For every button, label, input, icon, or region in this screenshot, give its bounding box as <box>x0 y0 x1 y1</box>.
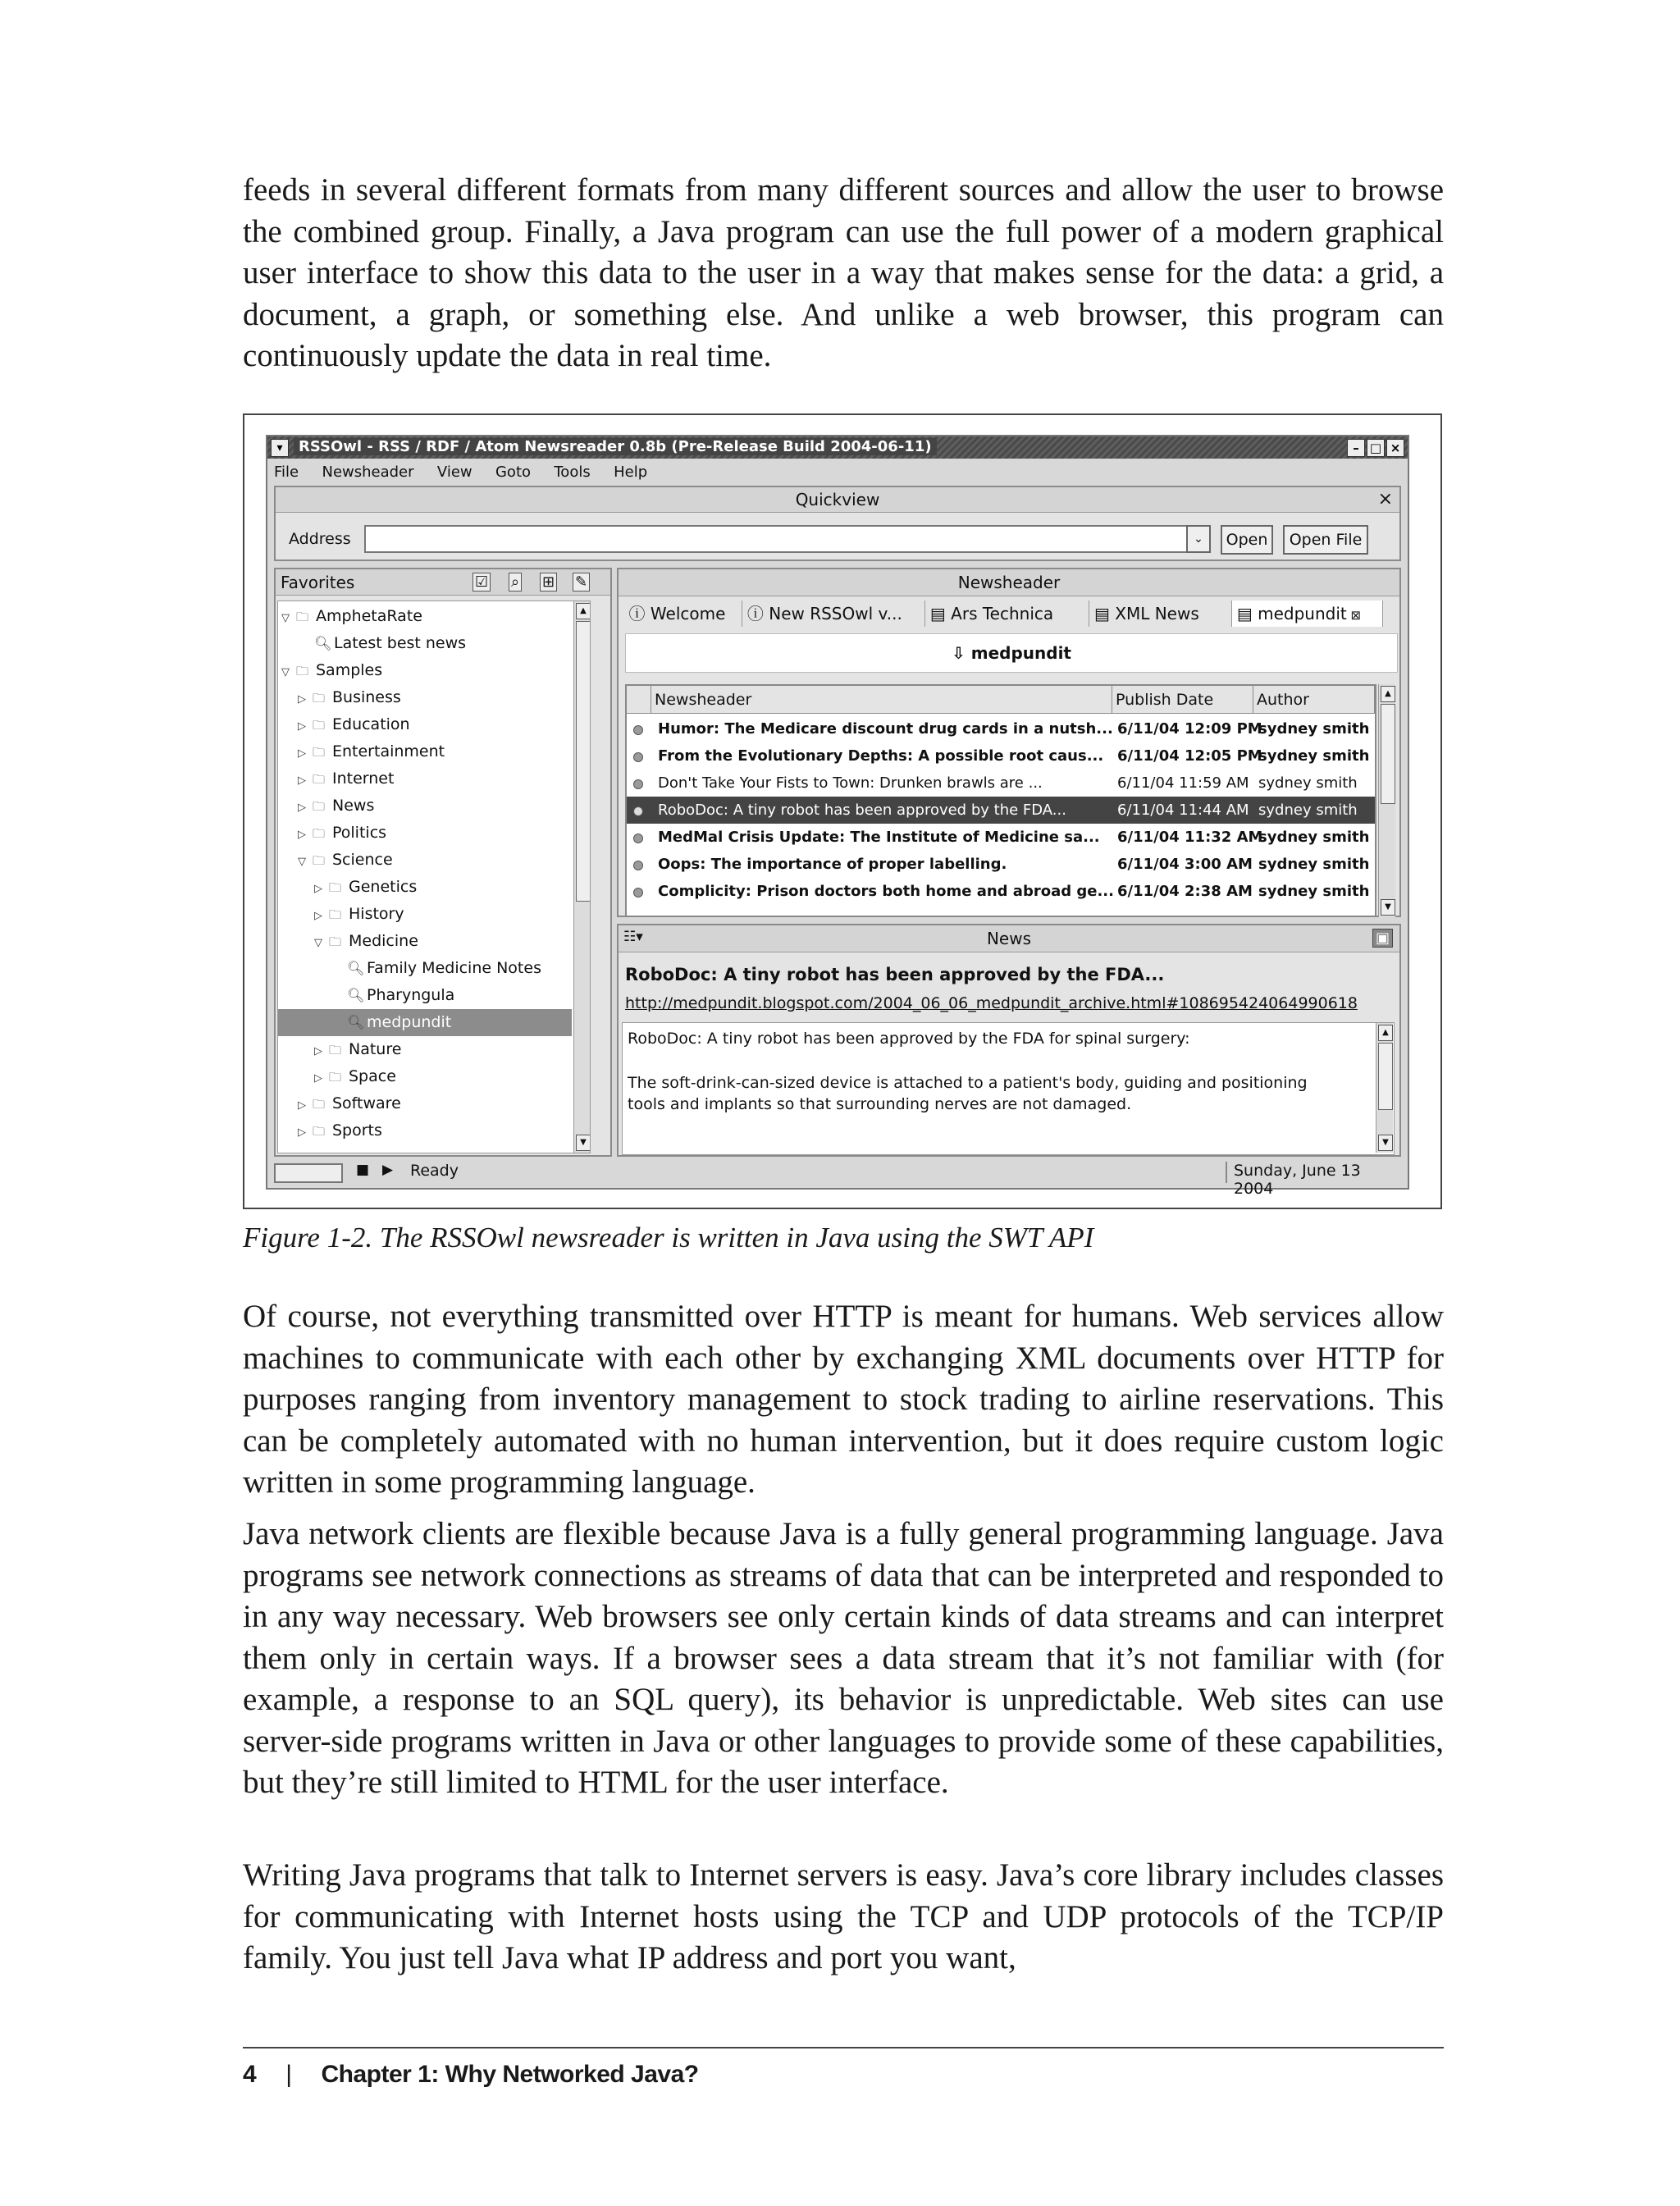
news-row-title: Complicity: Prison doctors both home and abroad ge... <box>658 883 1114 900</box>
maximize-icon[interactable]: □ <box>1367 439 1385 457</box>
collapsed-arrow-icon[interactable]: ▷ <box>298 747 306 760</box>
column-author[interactable]: Author <box>1253 686 1375 714</box>
info-icon: ⓘ <box>628 604 651 623</box>
news-row-title: Oops: The importance of proper labelling. <box>658 856 1007 873</box>
favorites-item[interactable] <box>278 1063 572 1090</box>
favorites-item[interactable] <box>278 657 572 684</box>
play-icon[interactable]: ▶ <box>382 1162 394 1178</box>
tab-label: XML News <box>1115 604 1199 623</box>
collapsed-arrow-icon[interactable]: ▷ <box>298 693 306 706</box>
grid-scrollbar[interactable] <box>1378 684 1395 917</box>
folder-icon: 🗀 <box>313 718 326 733</box>
news-link[interactable]: http://medpundit.blogspot.com/2004_06_06_medpundit_archive.html#108695424064990618 <box>625 994 1358 1012</box>
favorites-tree <box>277 601 591 1153</box>
favorites-item[interactable] <box>278 901 572 928</box>
news-row-author: sydney smith <box>1258 747 1370 765</box>
chapter-title: Chapter 1: Why Networked Java? <box>321 2061 699 2088</box>
status-dot-icon <box>633 861 643 870</box>
news-row-date: 6/11/04 3:00 AM <box>1117 856 1253 873</box>
collapsed-arrow-icon[interactable]: ▷ <box>314 1072 322 1085</box>
news-scroll-thumb[interactable] <box>1378 1043 1393 1110</box>
address-label: Address <box>289 530 351 548</box>
news-row-title: MedMal Crisis Update: The Institute of Medicine sa... <box>658 829 1100 846</box>
news-row-date: 6/11/04 12:09 PM <box>1117 720 1262 738</box>
feed-magnifier-icon: 🔍︎ <box>347 1015 365 1031</box>
collapsed-arrow-icon[interactable]: ▷ <box>298 720 306 733</box>
page-footer <box>243 2061 699 2089</box>
status-dot-icon <box>633 779 643 789</box>
feed-magnifier-icon: 🔍︎ <box>347 961 365 977</box>
news-row[interactable] <box>627 851 1375 878</box>
column-publish-date[interactable]: Publish Date <box>1112 686 1253 714</box>
newsheader-title: Newsheader <box>619 569 1399 596</box>
body-paragraph: Writing Java programs that talk to Internet servers is easy. Java’s core library includes classes for communicating with Internet hosts using the TCP and UDP protocols of the TCP/IP family. You just tell Java what IP address and port you want, <box>243 1857 1444 1975</box>
favorites-item-label: History <box>349 905 404 923</box>
favorites-item[interactable] <box>278 792 572 820</box>
collapsed-arrow-icon[interactable]: ▷ <box>298 829 306 841</box>
favorites-item[interactable] <box>278 1117 572 1144</box>
news-row[interactable] <box>627 770 1375 797</box>
news-row-author: sydney smith <box>1258 774 1358 792</box>
tab-label: Ars Technica <box>951 604 1054 623</box>
menu-view[interactable]: View <box>436 464 472 481</box>
favorites-item-label: Business <box>332 688 401 706</box>
figure-caption: Figure 1-2. The RSSOwl newsreader is written in Java using the SWT API <box>243 1222 1094 1254</box>
close-icon[interactable]: × <box>1386 439 1404 457</box>
news-body <box>622 1022 1395 1155</box>
favorites-item[interactable] <box>278 738 572 765</box>
quickview-panel <box>274 486 1401 561</box>
favorites-item-label: Education <box>332 715 410 733</box>
favorites-item-label: News <box>332 797 375 815</box>
feed-magnifier-icon: 🔍︎ <box>314 636 332 652</box>
body-paragraph: feeds in several different formats from many different sources and allow the user to browse the combined group. Finally, a Java program can use the full power of a modern graphical user interface to show this data to the user in a way that makes sense for the data: a grid, a document, a graph, or something else. And unlike a web browser, this program can continuously update the data in real time. <box>243 172 1444 373</box>
news-body-line2: The soft-drink-can-sized device is attached to a patient's body, guiding and positioning tools and implants so that surrounding nerves are not damaged. <box>628 1074 1308 1113</box>
folder-icon: 🗀 <box>296 610 309 624</box>
favorites-item[interactable] <box>278 955 572 982</box>
status-bar <box>274 1162 1401 1198</box>
folder-icon: 🗀 <box>313 826 326 841</box>
favorites-title: Favorites <box>276 569 610 596</box>
status-date: Sunday, June 13 2004 <box>1226 1162 1401 1183</box>
footer-separator: | <box>285 2061 292 2088</box>
news-row-date: 6/11/04 11:44 AM <box>1117 802 1249 819</box>
favorites-item[interactable] <box>278 1036 572 1063</box>
menu-tools[interactable]: Tools <box>554 464 591 481</box>
favorites-item-label: Pharyngula <box>367 986 455 1004</box>
footer-rule <box>243 2047 1444 2048</box>
folder-icon: 🗀 <box>313 772 326 787</box>
news-row-date: 6/11/04 11:59 AM <box>1117 774 1249 792</box>
news-row[interactable] <box>627 878 1375 905</box>
news-row-author: sydney smith <box>1258 802 1358 819</box>
quickview-title: Quickview <box>276 487 1399 513</box>
news-view-icon[interactable]: ▣ <box>1372 929 1393 948</box>
newsheader-panel <box>617 568 1401 917</box>
feed-title: medpundit <box>970 643 1071 663</box>
menu-newsheader[interactable]: Newsheader <box>322 464 414 481</box>
tab-medpundit[interactable] <box>1232 601 1383 627</box>
figure-frame <box>243 413 1442 1209</box>
collapsed-arrow-icon[interactable]: ▷ <box>314 910 322 922</box>
news-title: News <box>619 925 1399 952</box>
status-dot-icon <box>633 834 643 843</box>
status-dot-icon <box>633 806 643 816</box>
edit-icon[interactable]: ✎ <box>573 573 590 591</box>
favorites-item[interactable] <box>278 684 572 711</box>
column-newsheader[interactable]: Newsheader <box>651 686 1112 714</box>
news-row-date: 6/11/04 12:05 PM <box>1117 747 1262 765</box>
news-row-title: Humor: The Medicare discount drug cards in a nutsh... <box>658 720 1113 738</box>
favorites-item-label: Politics <box>332 824 387 842</box>
favorites-panel <box>274 568 612 1157</box>
feed-icon: ▤ <box>1094 604 1116 623</box>
scroll-up-icon[interactable]: ▲ <box>576 603 591 619</box>
favorites-item[interactable] <box>278 765 572 792</box>
feed-magnifier-icon: 🔍︎ <box>347 988 365 1004</box>
news-menu-icon[interactable]: ☷▾ <box>623 929 643 945</box>
favorites-item[interactable] <box>278 1009 572 1036</box>
folder-icon: 🗀 <box>296 664 309 678</box>
grid-scroll-up-icon[interactable]: ▲ <box>1381 686 1395 702</box>
progress-bar <box>274 1163 343 1183</box>
tab-close-icon[interactable]: ⊠ <box>1346 608 1362 623</box>
news-row[interactable] <box>627 797 1375 824</box>
mark-read-icon[interactable]: ☑ <box>472 573 491 591</box>
news-grid <box>625 684 1376 917</box>
tab-xml-news[interactable] <box>1089 601 1232 627</box>
page-number: 4 <box>243 2061 257 2088</box>
folder-icon: 🗀 <box>313 691 326 706</box>
status-dot-icon <box>633 752 643 762</box>
grid-scroll-down-icon[interactable]: ▼ <box>1381 899 1395 916</box>
address-input[interactable] <box>364 525 1211 553</box>
status-dot-icon <box>633 888 643 897</box>
news-row[interactable] <box>627 824 1375 851</box>
favorites-item-label: Space <box>349 1067 396 1085</box>
feed-icon: ▤ <box>1236 604 1258 623</box>
favorites-item-label: Latest best news <box>334 634 467 652</box>
scroll-thumb[interactable] <box>576 621 591 902</box>
favorites-item-label: Sports <box>332 1121 382 1140</box>
news-row-title: RoboDoc: A tiny robot has been approved by the FDA... <box>658 802 1066 819</box>
news-row-author: sydney smith <box>1258 720 1370 738</box>
body-paragraph: Java network clients are flexible because Java is a fully general programming language. Java programs see network connections as streams of data that can be interpreted and responded to in any way necessary. Web browsers see only certain kinds of data streams and can interpret them only in certain ways. If a browser sees a data stream that it’s not familiar with (for example, a response to an SQL query), its behavior is unpredictable. Web sites can use server-side programs written in Java or other languages to provide some of these capabilities, but they’re still limited to HTML for the user interface. <box>243 1516 1444 1800</box>
scroll-down-icon[interactable]: ▼ <box>576 1135 591 1151</box>
tab-label: medpundit <box>1258 604 1347 623</box>
body-paragraph: Of course, not everything transmitted over HTTP is meant for humans. Web services allow machines to communicate with each other by exchanging XML documents over HTTP for purposes ranging from inventory management to stock trading to airline reservations. This can be completely automated with no human intervention, but it does require custom logic written in some programming language. <box>243 1299 1444 1500</box>
news-row[interactable] <box>627 715 1375 742</box>
favorites-item[interactable] <box>278 1090 572 1117</box>
news-panel <box>617 924 1401 1157</box>
news-scroll-down-icon[interactable]: ▼ <box>1378 1135 1393 1151</box>
folder-icon: 🗀 <box>313 799 326 814</box>
collapsed-arrow-icon[interactable]: ▷ <box>298 1099 306 1112</box>
expanded-arrow-icon[interactable]: ▽ <box>314 937 322 949</box>
folder-icon: 🗀 <box>329 1070 342 1085</box>
favorites-scrollbar[interactable] <box>573 601 591 1153</box>
favorites-item-label: Samples <box>316 661 383 679</box>
menu-bar <box>274 461 665 482</box>
news-body-line1: RoboDoc: A tiny robot has been approved by the FDA for spinal surgery: <box>628 1030 1190 1048</box>
status-dot-icon <box>633 725 643 735</box>
folder-icon: 🗀 <box>313 745 326 760</box>
grid-head-spacer <box>627 686 651 714</box>
folder-icon: 🗀 <box>313 853 326 868</box>
rssowl-window <box>266 435 1409 1198</box>
favorites-item[interactable] <box>278 874 572 901</box>
favorites-item[interactable] <box>278 928 572 955</box>
new-folder-icon[interactable]: ⊞ <box>540 573 557 591</box>
arrow-down-icon: ⇩ <box>952 643 971 663</box>
news-headline: RoboDoc: A tiny robot has been approved by the FDA... <box>625 965 1165 984</box>
favorites-item-label: AmphetaRate <box>316 607 422 625</box>
expanded-arrow-icon[interactable]: ▽ <box>281 612 290 624</box>
menu-goto[interactable]: Goto <box>495 464 532 481</box>
favorites-item-label: Family Medicine Notes <box>367 959 541 977</box>
status-text: Ready <box>410 1162 459 1180</box>
grid-scroll-thumb[interactable] <box>1381 704 1395 804</box>
collapsed-arrow-icon[interactable]: ▷ <box>314 1045 322 1057</box>
favorites-item[interactable] <box>278 982 572 1009</box>
folder-icon: 🗀 <box>329 880 342 895</box>
folder-icon: 🗀 <box>329 1043 342 1057</box>
news-row-title: From the Evolutionary Depths: A possible root caus... <box>658 747 1104 765</box>
folder-icon: 🗀 <box>313 1124 326 1139</box>
minimize-icon[interactable]: – <box>1347 439 1365 457</box>
menu-file[interactable]: File <box>274 464 299 481</box>
news-row-date: 6/11/04 2:38 AM <box>1117 883 1253 900</box>
favorites-item-label: Internet <box>332 770 395 788</box>
news-row-title: Don't Take Your Fists to Town: Drunken brawls are ... <box>658 774 1043 792</box>
expanded-arrow-icon[interactable]: ▽ <box>298 856 306 868</box>
news-row-author: sydney smith <box>1258 856 1370 873</box>
feed-icon: ▤ <box>929 604 952 623</box>
open-button[interactable]: Open <box>1221 525 1273 555</box>
address-dropdown-icon[interactable]: ⌄ <box>1186 525 1211 553</box>
news-scrollbar[interactable] <box>1376 1023 1393 1153</box>
folder-icon: 🗀 <box>329 934 342 949</box>
window-menu-icon[interactable]: ▾ <box>271 439 289 457</box>
feed-title-bar <box>625 633 1398 673</box>
tab-welcome[interactable] <box>624 601 742 627</box>
folder-icon: 🗀 <box>329 907 342 922</box>
collapsed-arrow-icon[interactable]: ▷ <box>298 802 306 814</box>
favorites-item-label: Medicine <box>349 932 418 950</box>
favorites-item-label: Science <box>332 851 393 869</box>
news-scroll-up-icon[interactable]: ▲ <box>1378 1025 1393 1041</box>
tab-label: New RSSOwl v... <box>769 604 902 623</box>
news-row-author: sydney smith <box>1258 829 1370 846</box>
open-file-button[interactable]: Open File <box>1283 525 1368 555</box>
expanded-arrow-icon[interactable]: ▽ <box>281 666 290 678</box>
favorites-item[interactable] <box>278 847 572 874</box>
window-titlebar <box>267 436 1408 459</box>
favorites-item-label: Genetics <box>349 878 418 896</box>
stop-icon[interactable]: ■ <box>356 1162 370 1178</box>
favorites-item-label: Nature <box>349 1040 402 1058</box>
news-row[interactable] <box>627 742 1375 770</box>
favorites-item-label: medpundit <box>367 1013 452 1031</box>
favorites-item-label: Software <box>332 1094 401 1112</box>
favorites-item[interactable] <box>278 603 572 630</box>
folder-icon: 🗀 <box>313 1097 326 1112</box>
window-title: RSSOwl - RSS / RDF / Atom Newsreader 0.8b (Pre-Release Build 2004-06-11) <box>294 438 937 455</box>
info-icon: ⓘ <box>746 604 769 623</box>
collapsed-arrow-icon[interactable]: ▷ <box>298 774 306 787</box>
menu-help[interactable]: Help <box>614 464 648 481</box>
tab-ars-technica[interactable] <box>925 601 1089 627</box>
tab-label: Welcome <box>650 604 726 623</box>
favorites-item[interactable] <box>278 711 572 738</box>
search-icon[interactable]: ⌕ <box>509 573 522 591</box>
tab-new-rssowl-v[interactable] <box>742 601 925 627</box>
collapsed-arrow-icon[interactable]: ▷ <box>314 883 322 895</box>
favorites-item-label: Entertainment <box>332 742 445 760</box>
favorites-item[interactable] <box>278 630 572 657</box>
collapsed-arrow-icon[interactable]: ▷ <box>298 1126 306 1139</box>
news-row-author: sydney smith <box>1258 883 1370 900</box>
quickview-close-icon[interactable]: × <box>1377 489 1393 509</box>
favorites-item[interactable] <box>278 820 572 847</box>
news-row-date: 6/11/04 11:32 AM <box>1117 829 1263 846</box>
